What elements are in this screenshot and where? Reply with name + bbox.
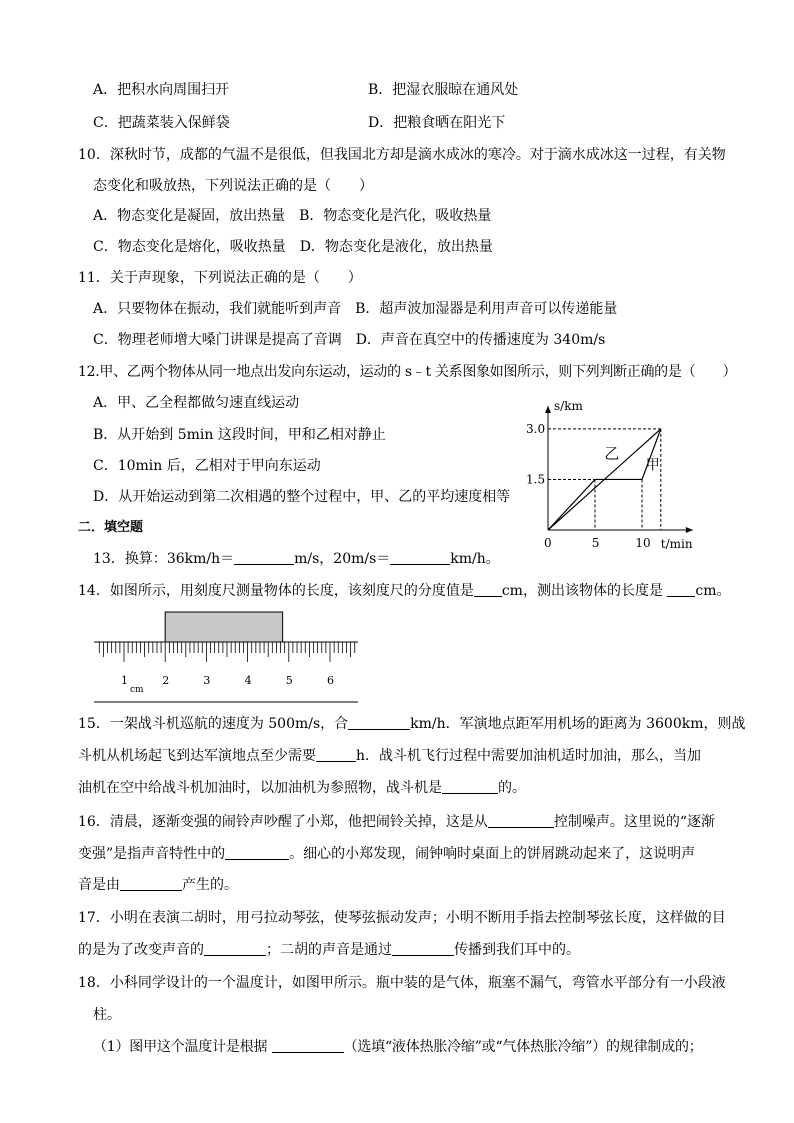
q14-text-3: cm。 [695, 583, 731, 599]
q10-stem-line2: 态变化和吸放热，下列说法正确的是（ ） [93, 178, 373, 194]
q16-text-3a: 音是由 [78, 877, 120, 893]
q16-text-3b: 产生的。 [182, 877, 238, 893]
q15-text-1a: 15．一架战斗机巡航的速度为 500m/s，合 [78, 716, 349, 732]
q12-option-a: A．甲、乙全程都做匀速直线运动 [93, 395, 300, 411]
q9-option-a: A．把积水向周围扫开 [93, 82, 230, 98]
q10-options-ab: A．物态变化是凝固，放出热量 B．物态变化是汽化，吸收热量 [93, 208, 492, 224]
ruler-unit: cm [130, 685, 144, 695]
measured-object [165, 612, 282, 642]
ruler-number: 4 [244, 674, 252, 687]
q15-line2 [78, 746, 701, 766]
y-tick-label: 1.5 [526, 472, 546, 487]
q14-text-2: cm，测出该物体的长度是 [501, 583, 668, 599]
q18-text-3a: （1）图甲这个温度计是根据 [93, 1039, 272, 1055]
ruler-number: 5 [285, 674, 293, 687]
q18-line1: 18．小科同学设计的一个温度计，如图甲所示。瓶中装的是气体，瓶塞不漏气，弯管水平部分有一小段液 [78, 975, 726, 991]
x-tick-label: 0 [544, 536, 552, 550]
x-tick-label: 5 [591, 536, 600, 550]
y-tick-label: 3.0 [526, 421, 546, 436]
q13-text-1: 13．换算：36km/h＝ [93, 551, 235, 567]
q15-text-3a: 油机在空中给战斗机加油时，以加油机为参照物，战斗机是 [78, 780, 442, 796]
q15-text-2a: 斗机从机场起飞到达军演地点至少需要 [78, 748, 316, 764]
q17-line1: 17．小明在表演二胡时，用弓拉动琴弦，使琴弦振动发声；小明不断用手指去控制琴弦长度，这样做的目 [78, 910, 726, 926]
q9-option-b: B．把湿衣服晾在通风处 [368, 82, 519, 98]
q11-options-cd: C．物理老师增大嗓门讲课是提高了音调 D．声音在真空中的传播速度为 340m/s [93, 332, 606, 348]
q16-line3 [78, 875, 238, 895]
q15-text-1b: km/h．军演地点距军用机场的距离为 3600km，则战 [410, 716, 746, 732]
q18-text-3b: （选填“液体热胀冷缩”或“气体热胀冷缩”）的规律制成的； [343, 1039, 703, 1055]
q10-stem-line1: 10．深秋时节，成都的气温不是很低，但我国北方却是滴水成冰的寒冷。对于滴水成冰这一过程，有关物 [78, 147, 726, 163]
y-axis-label: s/km [554, 399, 583, 414]
q10-options-cd: C．物态变化是熔化，吸收热量 D．物态变化是液化，放出热量 [93, 239, 493, 255]
q13-text-2: m/s，20m/s＝ [294, 551, 391, 567]
ruler-number: 2 [162, 674, 170, 687]
q16-text-2b: 。细心的小郑发现，闹钟响时桌面上的饼屑跳动起来了，这说明声 [289, 846, 696, 862]
q11-stem: 11．关于声现象，下列说法正确的是（ ） [78, 270, 362, 286]
q15-text-2b: h．战斗机飞行过程中需要加油机适时加油，那么，当加 [356, 748, 702, 764]
series-label-yi: 乙 [604, 444, 620, 463]
q16-blank-1[interactable] [488, 813, 554, 828]
ruler-number: 6 [327, 674, 334, 687]
q13-line [93, 549, 500, 569]
q9-option-d: D．把粮食晒在阳光下 [368, 115, 506, 131]
q14-blank-1[interactable] [474, 582, 502, 597]
q13-blank-1[interactable] [234, 550, 294, 565]
q14-text-1: 14．如图所示，用刻度尺测量物体的长度，该刻度尺的分度值是 [78, 583, 474, 599]
y-axis-arrow [545, 406, 551, 413]
q15-blank-2[interactable] [316, 747, 356, 762]
q14-blank-2[interactable] [667, 582, 695, 597]
q16-text-1b: 控制噪声。这里说的“逐渐 [553, 814, 715, 830]
q15-blank-3[interactable] [442, 779, 498, 794]
q15-text-3b: 的。 [498, 780, 526, 796]
q17-text-2a: 的是为了改变声音的 [78, 942, 204, 958]
q12-option-c: C．10min 后，乙相对于甲向东运动 [93, 458, 321, 474]
q16-blank-2[interactable] [225, 845, 289, 860]
q17-text-2c: 传播到我们耳中的。 [454, 942, 580, 958]
q16-text-2a: 变强”是指声音特性中的 [78, 846, 226, 862]
q16-line2 [78, 844, 695, 864]
q9-option-c: C．把蔬菜装入保鲜袋 [93, 115, 230, 131]
ruler-number: 3 [203, 674, 211, 687]
q17-blank-2[interactable] [392, 941, 454, 956]
q13-blank-2[interactable] [390, 550, 450, 565]
ruler-number: 1 [121, 674, 128, 687]
q17-blank-1[interactable] [204, 941, 266, 956]
x-tick-label: 10 [635, 536, 651, 550]
q18-line2: 柱。 [93, 1007, 121, 1023]
q16-line1 [78, 812, 715, 832]
q15-blank-1[interactable] [348, 715, 410, 730]
q18-line3 [93, 1037, 703, 1057]
x-axis-label: t/min [660, 537, 693, 551]
series-label-jia: 甲 [645, 457, 660, 474]
ruler-figure [90, 608, 365, 708]
q12-option-b: B．从开始到 5min 这段时间，甲和乙相对静止 [93, 427, 386, 443]
q15-line1 [78, 714, 746, 734]
q12-stem: 12.甲、乙两个物体从同一地点出发向东运动，运动的 s﹣t 关系图象如图所示，则下列判断正确的是（ ） [78, 364, 737, 380]
q17-line2 [78, 940, 580, 960]
x-axis-arrow [686, 527, 693, 533]
section-title-fill-blank: 二．填空题 [78, 520, 144, 535]
q17-text-2b: ；二胡的声音是通过 [266, 942, 392, 958]
q18-blank-1[interactable] [272, 1038, 344, 1053]
st-graph [520, 398, 720, 556]
q15-line3 [78, 778, 526, 798]
q12-option-d: D．从开始运动到第二次相遇的整个过程中，甲、乙的平均速度相等 [93, 489, 511, 505]
q14-line [78, 581, 731, 601]
q16-text-1a: 16．清晨，逐渐变强的闹铃声吵醒了小郑，他把闹铃关掉，这是从 [78, 814, 488, 830]
q13-text-3: km/h。 [450, 551, 500, 567]
q11-options-ab: A．只要物体在振动，我们就能听到声音 B．超声波加湿器是利用声音可以传递能量 [93, 301, 618, 317]
q16-blank-3[interactable] [120, 876, 182, 891]
